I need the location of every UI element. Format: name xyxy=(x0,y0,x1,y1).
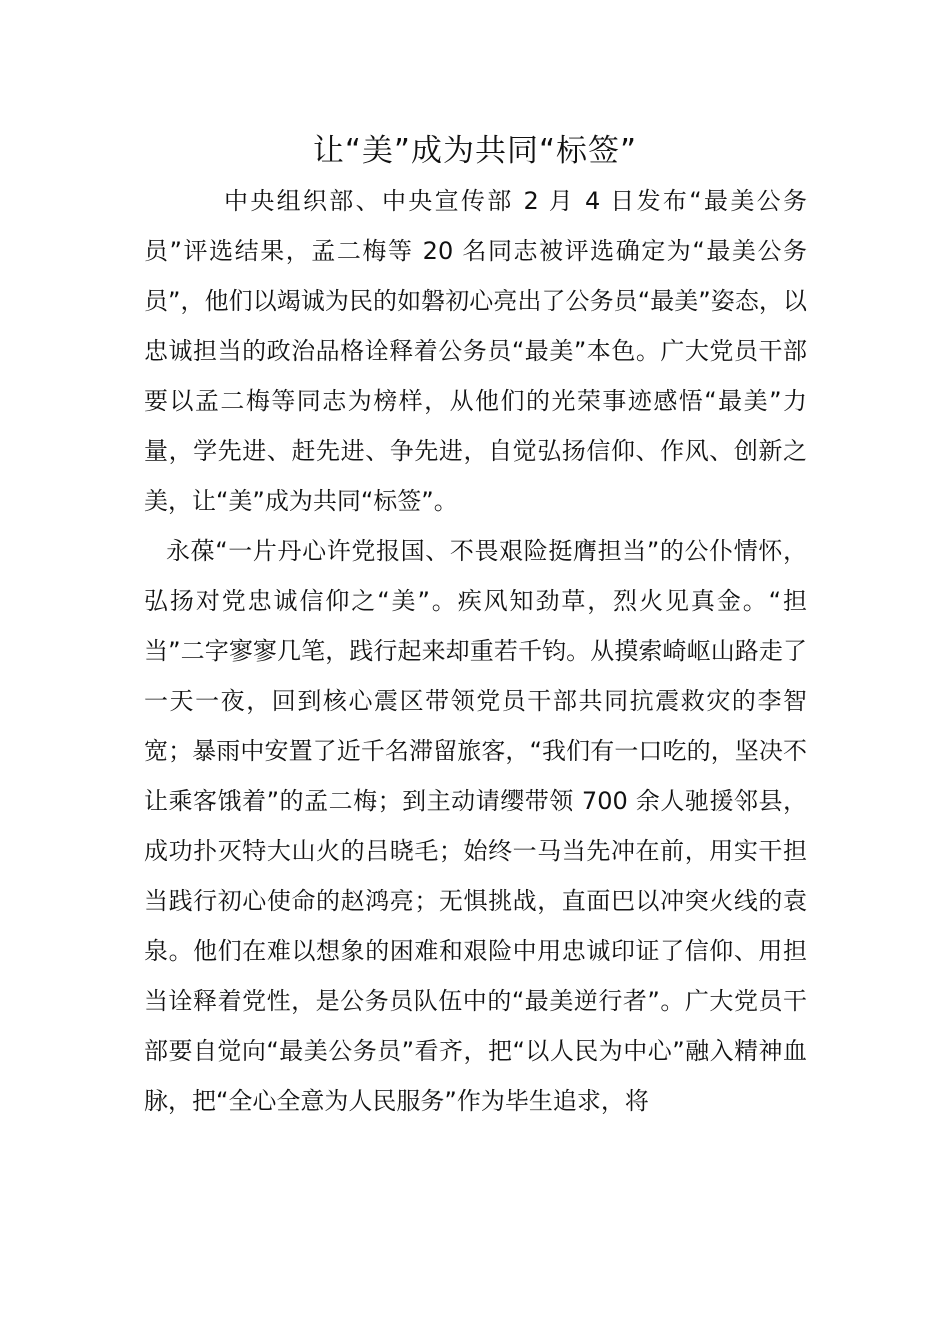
document-body xyxy=(144,176,807,1126)
paragraph-1: 中央组织部、中央宣传部 2 月 4 日发布“最美公务员”评选结果，孟二梅等 20 名同志被评选确定为“最美公务员”，他们以竭诚为民的如磐初心亮出了公务员“最美”姿态，以忠诚担当的政治品格诠释着公务员“最美”本色。广大党员干部要以孟二梅等同志为榜样，从他们的光荣事迹感悟“最美”力量，学先进、赶先进、争先进，自觉弘扬信仰、作风、创新之美，让“美”成为共同“标签”。 xyxy=(144,187,807,515)
paragraph-2: 永葆“一片丹心许党报国、不畏艰险挺膺担当”的公仆情怀，弘扬对党忠诚信仰之“美”。疾风知劲草，烈火见真金。“担当”二字寥寥几笔，践行起来却重若千钧。从摸索崎岖山路走了一天一夜，回到核心震区带领党员干部共同抗震救灾的李智宽；暴雨中安置了近千名滞留旅客，“我们有一口吃的，坚决不让乘客饿着”的孟二梅；到主动请缨带领 700 余人驰援邻县，成功扑灭特大山火的吕晓毛；始终一马当先冲在前，用实干担当践行初心使命的赵鸿亮；无惧挑战，直面巴以冲突火线的袁泉。他们在难以想象的困难和艰险中用忠诚印证了信仰、用担当诠释着党性，是公务员队伍中的“最美逆行者”。广大党员干部要自觉向“最美公务员”看齐，把“以人民为中心”融入精神血脉，把“全心全意为人民服务”作为毕生追求，将 xyxy=(144,537,807,1115)
document-title: 让“美”成为共同“标签” xyxy=(312,133,638,169)
